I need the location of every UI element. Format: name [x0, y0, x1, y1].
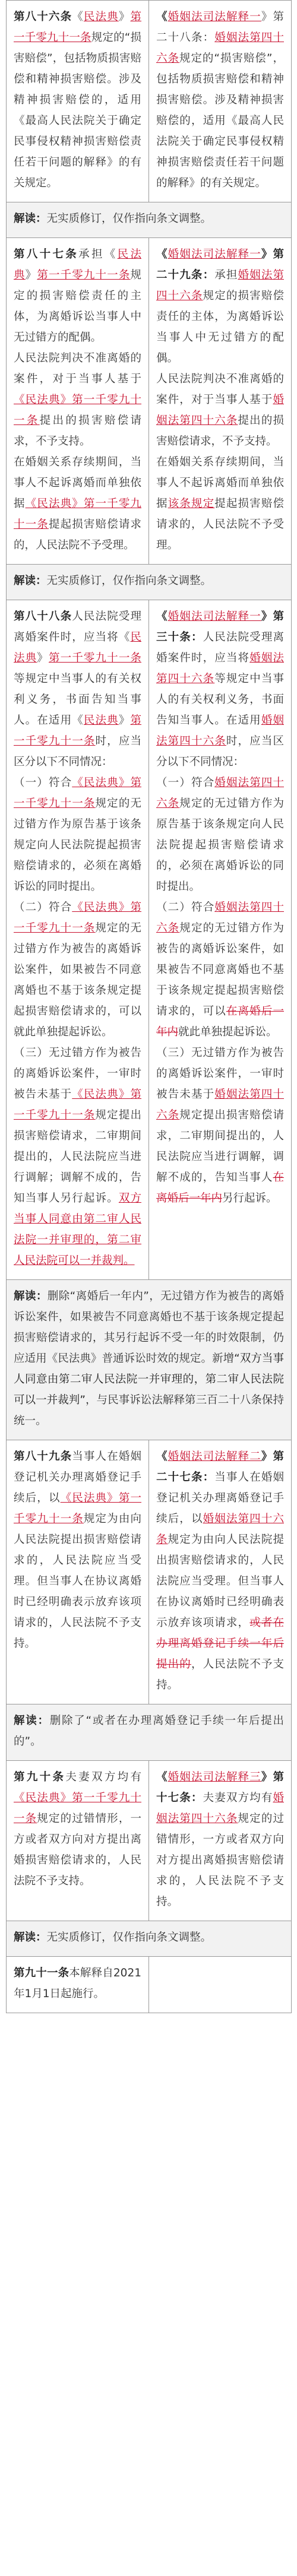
- underlined-reference: 婚姻法第四十六条: [156, 901, 284, 934]
- interpretation-note: [7, 202, 292, 238]
- underlined-reference: 婚姻法第四十六条: [156, 269, 284, 302]
- text-run: （三）无过错方作为被告的离婚诉讼案件，一审时被告未基于: [156, 1047, 284, 1101]
- text-run: 规定提出损害赔偿请求，二审期间提出的，人民法院应当进行调解，调解不成的，告知当事人: [156, 1109, 284, 1184]
- text-run: 规定的过错情形，一方或者双方向对方提出离婚损害赔偿请求的，人民法院不予支持。: [14, 1813, 141, 1887]
- underlined-reference: 第一千零九十一条: [14, 714, 141, 747]
- text-run: 当事人在婚姻登记机关办理离婚登记手续后，以: [14, 1450, 141, 1504]
- text-run: 提出的损害赔偿请求，不予支持。: [14, 414, 141, 448]
- prior-interpretation-cell: [149, 1440, 292, 1704]
- text-run: 规定的“损害赔偿”，包括物质损害赔偿和精神损害赔偿。涉及精神损害赔偿的，适用《最高人民法院关于确定民事侵权精神损害赔偿责任若干问题的解释》的有关规定。: [14, 31, 141, 189]
- article-row: [7, 1957, 292, 2013]
- text-run: 规定的无过错方作为被告的离婚诉讼案件，如果被告不同意离婚也不基于该条规定提起损害赔偿请求的，可以: [156, 922, 284, 1018]
- text-run: 规定的无过错方作为原告基于该条规定向人民法院提起损害赔偿请求的，必须在离婚诉讼的同时提出。: [14, 797, 141, 893]
- text-run: 规定的损害赔偿责任的主体，为离婚诉讼当事人中无过错方的配偶。: [14, 269, 141, 344]
- interpretation-note-row: [7, 565, 292, 600]
- interpretation-note-row: [7, 202, 292, 238]
- text-run: 人民法院判决不准离婚的案件，对于当事人基于: [14, 352, 141, 385]
- underlined-reference: 婚姻法第四十六条: [156, 394, 284, 427]
- article-heading: 第九十条: [14, 1771, 66, 1783]
- underlined-reference: 婚姻法司法解释二: [168, 1450, 261, 1463]
- underlined-reference: 民法典: [83, 11, 119, 23]
- interpretation-note: [7, 1704, 292, 1761]
- text-run: 等规定中当事人的有关权利义务，书面告知当事人。在适用: [156, 673, 284, 727]
- underlined-reference: 婚姻法第四十六条: [156, 652, 284, 685]
- comparison-table-body: [7, 1, 292, 2013]
- prior-interpretation-cell: [149, 1957, 292, 2013]
- text-run: （二）符合: [156, 901, 215, 914]
- underlined-reference: 《民法典》第一千零九十一条: [14, 901, 141, 934]
- article-heading: 第二十九条：: [156, 248, 284, 281]
- underlined-reference: 婚姻法第四十六条: [156, 777, 284, 810]
- text-run: 另行起诉。: [222, 1192, 277, 1205]
- text-run: 》: [118, 714, 131, 727]
- text-run: 《: [118, 631, 131, 644]
- underlined-reference: 《民法典》第一千零九十一条: [14, 394, 141, 427]
- underlined-reference: 婚姻法司法解释一: [168, 610, 261, 623]
- article-row: [7, 238, 292, 565]
- text-run: 时，应当区分以下不同情况：: [156, 735, 284, 768]
- text-run: 规定为由向人民法院提出损害赔偿请求的，人民法院应当受理。但当事人在协议离婚时已经明确表示放弃该项请求，: [156, 1533, 284, 1629]
- prior-interpretation-cell: [149, 1, 292, 202]
- underlined-reference: 婚姻法司法解释一: [168, 11, 261, 23]
- article-heading: 》第十七条：: [156, 1771, 284, 1804]
- civil-code-interpretation-cell: [7, 1440, 149, 1704]
- underlined-reference: 婚姻法第四十六条: [156, 1792, 284, 1825]
- article-heading: 解读：: [14, 1290, 48, 1303]
- article-heading: 》: [261, 610, 273, 623]
- underlined-reference: 民法典: [14, 248, 141, 281]
- article-heading: 》: [261, 248, 273, 261]
- article-heading: 解读：: [14, 1931, 47, 1944]
- article-heading: 解读：: [14, 213, 47, 225]
- text-run: 就此单独提起诉讼。: [178, 1026, 277, 1038]
- deleted-text: 在离婚后一年内: [156, 1005, 284, 1038]
- article-heading: 解读：: [14, 575, 47, 587]
- civil-code-interpretation-cell: [7, 1, 149, 202]
- text-run: 夫妻双方均有: [203, 1792, 273, 1804]
- article-heading: 》第二十七条：: [156, 1450, 284, 1484]
- text-run: 本解释自2021年1月1日起施行。: [14, 1967, 141, 2000]
- text-run: 规定为由向人民法院提出损害赔偿请求的，人民法院应当受理。但当事人在协议离婚时已经明确表示放弃该项请求的，人民法院不予支持。: [14, 1513, 141, 1650]
- underlined-reference: 双方当事人同意由第二审人民法院一并审理的，第二审人民法院可以一并裁判。: [14, 1192, 141, 1267]
- article-heading: 《: [156, 610, 168, 623]
- underlined-reference: 婚姻法司法解释三: [168, 1771, 261, 1783]
- civil-code-interpretation-cell: [7, 1957, 149, 2013]
- underlined-reference: 《民法典》第一千零九十一条: [14, 777, 141, 810]
- article-heading: 第八十八条: [14, 610, 72, 623]
- text-run: 《: [104, 248, 118, 261]
- civil-code-interpretation-cell: [7, 1761, 149, 1921]
- text-run: 在婚姻关系存续期间，当事人不起诉离婚而单独依据: [14, 456, 141, 510]
- article-heading: 《: [156, 1450, 168, 1463]
- underlined-reference: 婚姻法第四十六条: [156, 714, 284, 747]
- article-row: [7, 1, 292, 202]
- text-run: 提起损害赔偿请求的，人民法院不予受理。: [14, 518, 141, 552]
- text-run: 在婚姻关系存续期间，当事人不起诉离婚而单独依据: [156, 456, 284, 510]
- underlined-reference: 《民法典》第一千零九十一条: [14, 1492, 141, 1525]
- text-run: 人民法院判决不准离婚的案件，对于当事人基于: [156, 373, 284, 406]
- underlined-reference: 婚姻法第四十六条: [156, 1088, 284, 1121]
- text-run: 无实质修订，仅作指向条文调整。: [46, 1931, 212, 1944]
- text-run: 人民法院受理离婚案件时，应当将: [14, 610, 141, 644]
- article-heading: 第八十六条: [14, 11, 72, 23]
- text-run: 规定的过错情形，一方或者双方向对方提出离婚损害赔偿请求的，人民法院不予支持。: [156, 1813, 284, 1908]
- text-run: 承担: [214, 269, 238, 281]
- text-run: 》: [37, 652, 49, 664]
- text-run: 人民法院受理离婚案件时，应当将: [156, 631, 284, 664]
- text-run: 》第二十八条：: [156, 11, 284, 44]
- underlined-reference: 婚姻法第四十六条: [156, 1513, 284, 1546]
- text-run: 《: [72, 11, 84, 23]
- text-run: （三）无过错方作为被告的离婚诉讼案件，一审时被告未基于: [14, 1047, 141, 1101]
- civil-code-interpretation-cell: [7, 600, 149, 1280]
- deleted-text: 在离婚后一年内: [156, 1171, 284, 1205]
- underlined-reference: 婚姻法司法解释一: [168, 248, 261, 261]
- article-row: [7, 1440, 292, 1704]
- article-heading: 第三十条：: [156, 610, 284, 644]
- text-run: 时，应当区分以下不同情况：: [14, 735, 141, 768]
- underlined-reference: 第一千零九十一条: [37, 269, 131, 281]
- underlined-reference: 该条规定: [168, 498, 215, 510]
- text-run: 等规定中当事人的有关权利义务，书面告知当事人。在适用: [14, 673, 141, 727]
- underlined-reference: 第一千零九十一条: [14, 11, 141, 44]
- text-run: 》: [118, 11, 131, 23]
- text-run: 规定的损害赔偿责任的主体，为离婚诉讼当事人中无过错方的配偶。: [156, 290, 284, 365]
- interpretation-note: [7, 565, 292, 600]
- article-row: [7, 1761, 292, 1921]
- article-heading: 《: [156, 11, 168, 23]
- article-heading: 解读：: [14, 1715, 50, 1727]
- text-run: 》: [25, 269, 37, 281]
- text-run: （一）符合: [156, 777, 215, 789]
- quoted-text: “双方当事人同意由第二审人民法院一并审理的，第二审人民法院可以一并裁判”: [14, 1352, 284, 1406]
- article-row: [7, 600, 292, 1280]
- text-run: 承担: [78, 248, 105, 261]
- interpretation-note: [7, 1921, 292, 1957]
- text-run: 《: [72, 714, 84, 727]
- text-run: ，与民事诉讼法解释第三百二十八条保持统一。: [14, 1394, 284, 1427]
- article-heading: 《: [156, 248, 168, 261]
- text-run: 无实质修订，仅作指向条文调整。: [46, 575, 212, 587]
- text-run: 删除了“或者在办理离婚登记手续一年后提出的”。: [14, 1715, 284, 1748]
- text-run: 夫妻双方均有: [65, 1771, 141, 1783]
- article-heading: 《: [156, 1771, 168, 1783]
- interpretation-note-row: [7, 1280, 292, 1440]
- underlined-reference: 《民法典》第一千零九十一条: [14, 1088, 141, 1121]
- article-heading: 第八十七条: [14, 248, 79, 261]
- underlined-reference: 民法典: [14, 631, 141, 664]
- prior-interpretation-cell: [149, 238, 292, 565]
- underlined-reference: 《民法典》第一千零九十一条: [14, 498, 141, 531]
- text-run: 无实质修订，仅作指向条文调整。: [46, 213, 212, 225]
- text-run: 规定的“损害赔偿”，包括物质损害赔偿和精神损害赔偿。涉及精神损害赔偿的，适用《最高人民法院关于确定民事侵权精神损害赔偿责任若干问题的解释》的有关规定。: [156, 52, 284, 189]
- text-run: ，人民法院不予支持。: [156, 1658, 284, 1691]
- text-run: 规定的无过错方作为原告基于该条规定向人民法院提起损害赔偿请求的，必须在离婚诉讼的同时提出。: [156, 797, 284, 893]
- text-run: 提出的损害赔偿请求，不予支持。: [156, 414, 284, 448]
- text-run: 当事人在婚姻登记机关办理离婚登记手续后，以: [156, 1471, 284, 1525]
- underlined-reference: 《民法典》第一千零九十一条: [14, 1792, 141, 1825]
- civil-code-interpretation-cell: [7, 238, 149, 565]
- prior-interpretation-cell: [149, 1761, 292, 1921]
- comparison-table: [6, 0, 292, 2013]
- underlined-reference: 婚姻法第四十六条: [156, 31, 284, 65]
- text-run: 规定提出损害赔偿请求，二审期间提出的，人民法院应当进行调解；调解不成的，告知当事人另行起诉。: [14, 1109, 141, 1205]
- text-run: （二）符合: [14, 901, 72, 914]
- prior-interpretation-cell: [149, 600, 292, 1280]
- text-run: 删除“离婚后一年内”，无过错方作为被告的离婚诉讼案件，如果被告不同意离婚也不基于该条规定提起损害赔偿请求的，其另行起诉不受一年的时效限制，仍应适用《民法典》普通诉讼时效的规定。新增: [14, 1290, 284, 1365]
- text-run: 提起损害赔偿请求的，人民法院不予受理。: [156, 498, 284, 552]
- interpretation-note-row: [7, 1704, 292, 1761]
- text-run: 规定的无过错方作为被告的离婚诉讼案件，如果被告不同意离婚也不基于该条规定提起损害赔偿请求的，可以就此单独提起诉讼。: [14, 922, 141, 1038]
- interpretation-note-row: [7, 1921, 292, 1957]
- article-heading: 第九十一条: [14, 1967, 69, 1979]
- article-heading: 第八十九条: [14, 1450, 72, 1463]
- text-run: （一）符合: [14, 777, 72, 789]
- deleted-text: 或者在办理离婚登记手续一年后提出的: [156, 1617, 284, 1671]
- underlined-reference: 民法典: [83, 714, 119, 727]
- underlined-reference: 第一千零九十一条: [48, 652, 141, 664]
- interpretation-note: [7, 1280, 292, 1440]
